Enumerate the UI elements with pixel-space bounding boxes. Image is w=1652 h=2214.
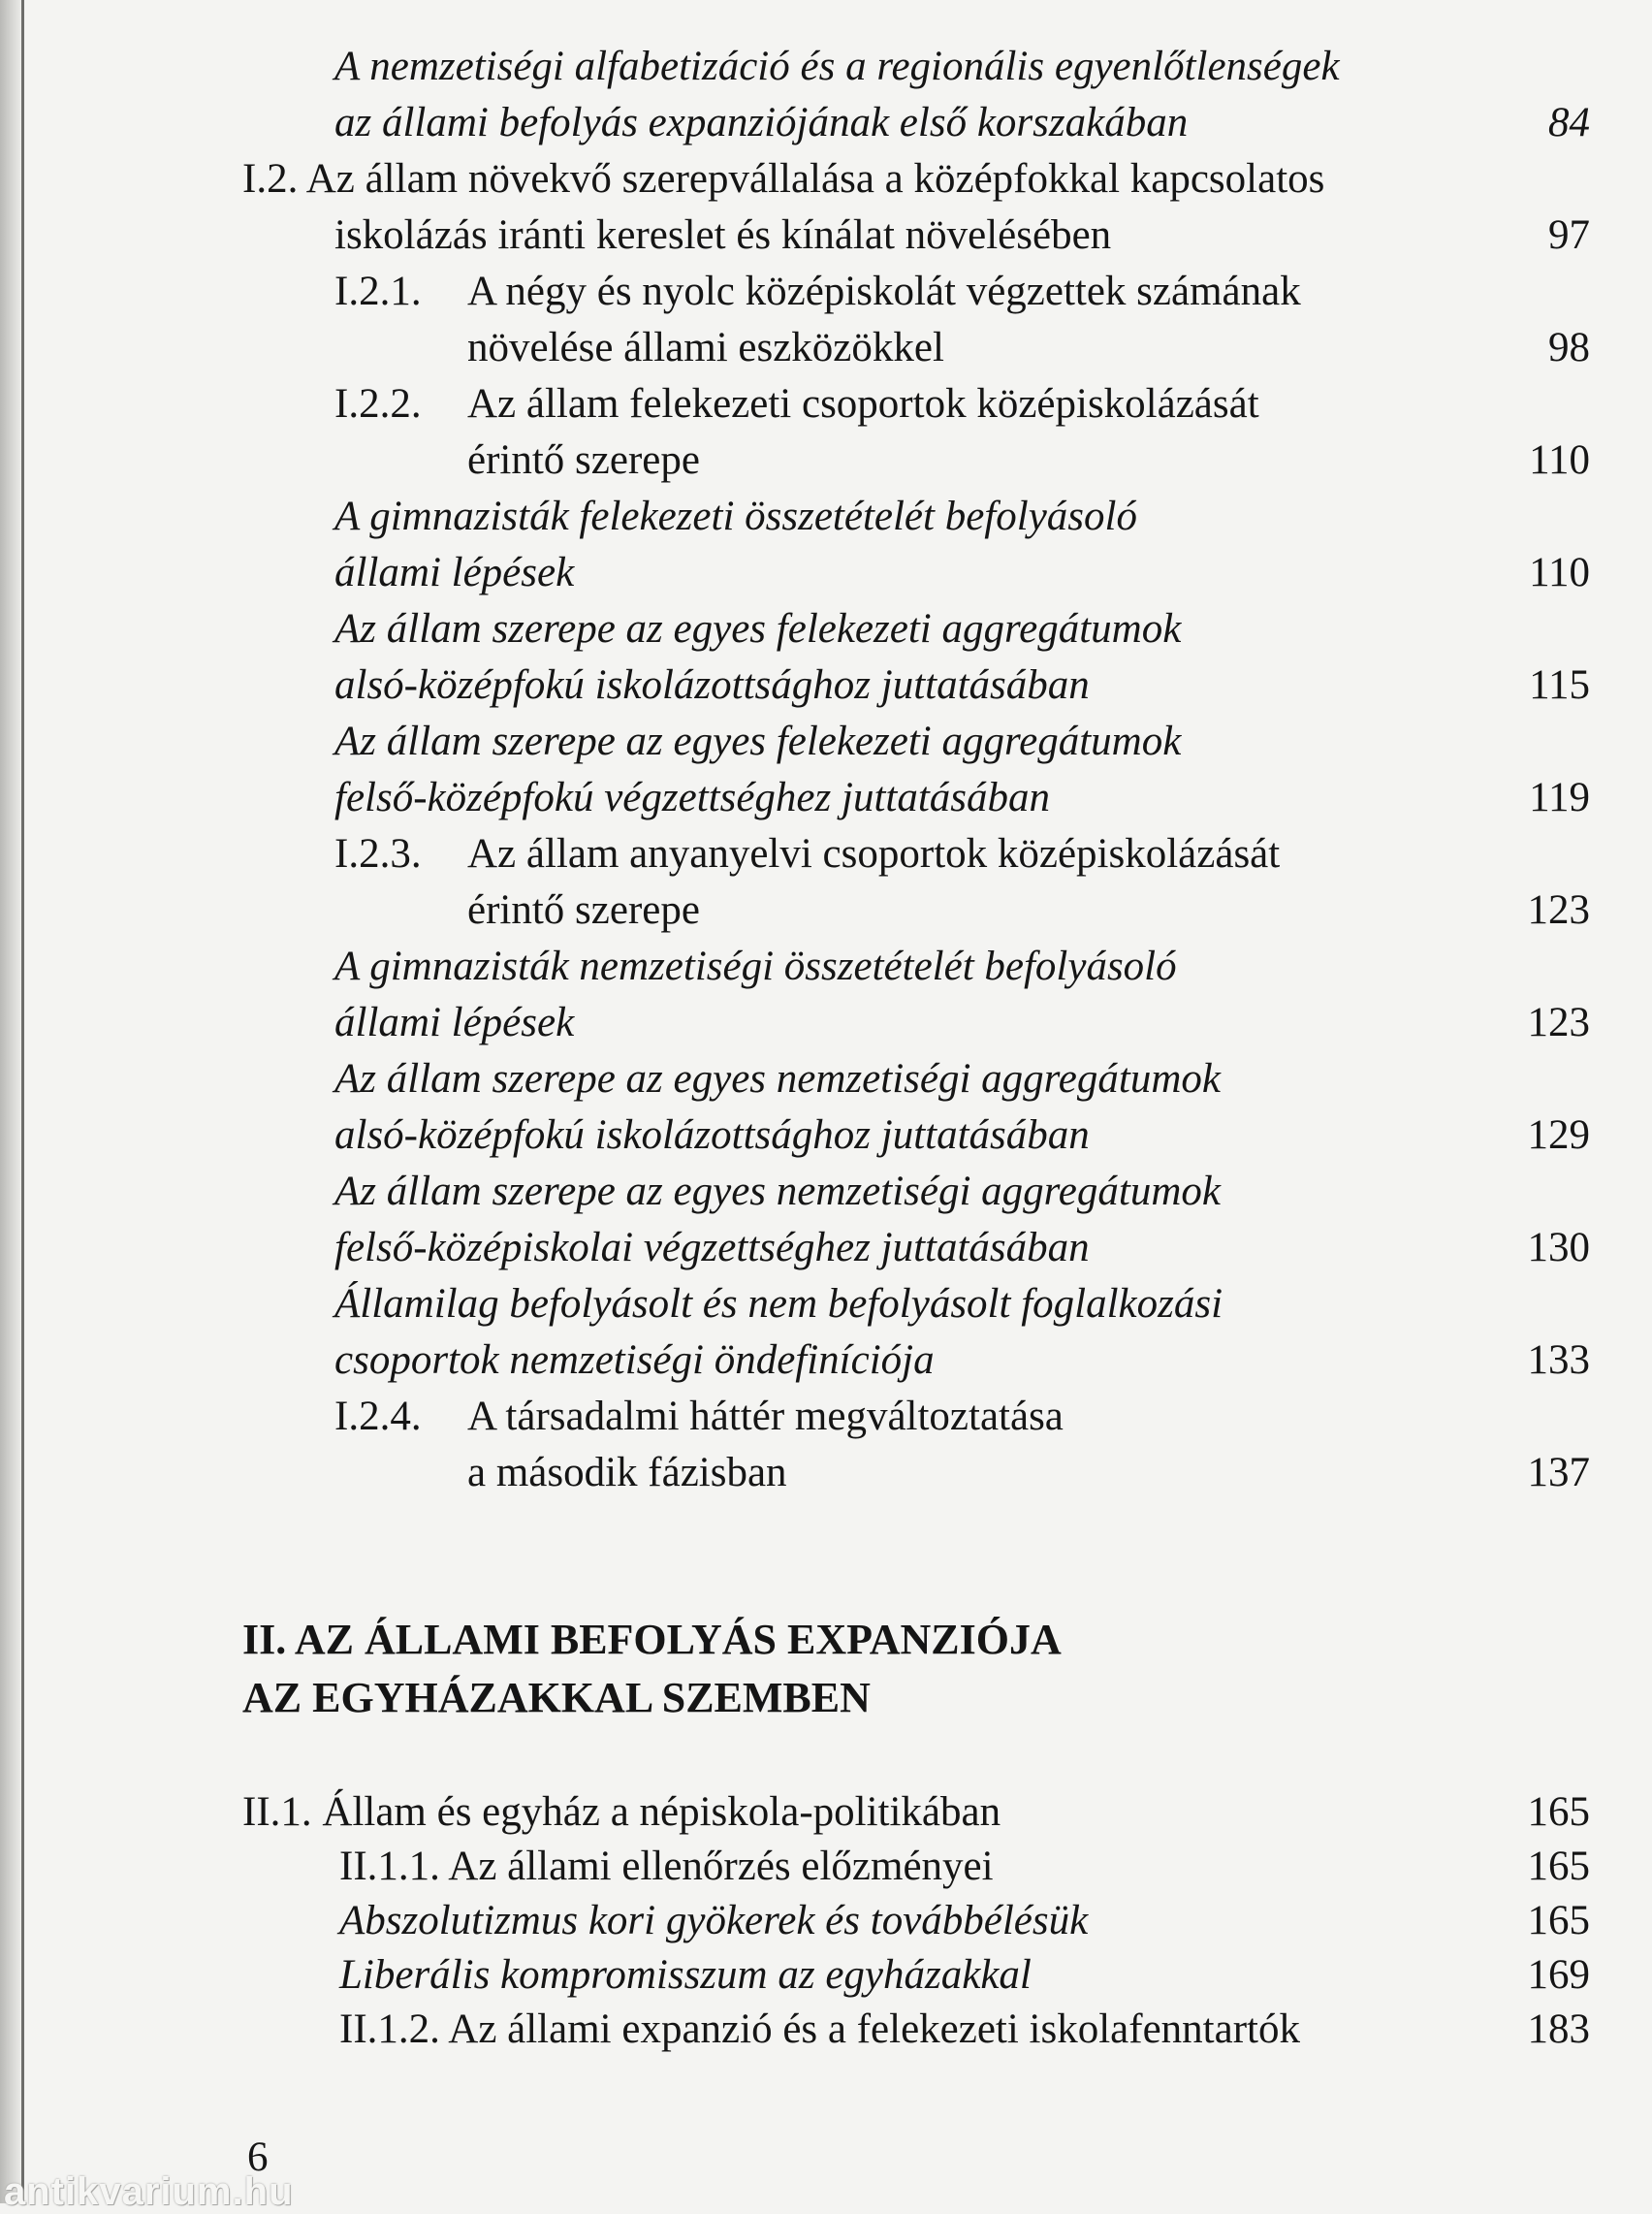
toc-entry-text: érintő szerepe	[467, 437, 700, 483]
toc-subsection-code: I.2.4.	[334, 1394, 422, 1439]
toc-entry-text: alsó-középfokú iskolázottsághoz juttatásában	[334, 662, 1090, 708]
toc-entry-text: A gimnazisták felekezeti összetételét befolyásoló	[334, 494, 1137, 539]
toc-page-number: 123	[1527, 1000, 1590, 1045]
toc-entry-text: Államilag befolyásolt és nem befolyásolt foglalkozási	[334, 1281, 1223, 1327]
toc-subsection-title: II.1.2. Az állami expanzió és a felekezeti iskolafenntartók	[339, 2006, 1300, 2052]
toc-subsection-code: I.2.1.	[334, 269, 422, 314]
toc-subsection-title: A négy és nyolc középiskolát végzettek számának	[467, 269, 1301, 314]
toc-entry-text: alsó-középfokú iskolázottsághoz juttatásában	[334, 1112, 1090, 1158]
toc-subsection-title: Az állam anyanyelvi csoportok középiskolázását	[467, 831, 1281, 877]
toc-entry-text: A gimnazisták nemzetiségi összetételét befolyásoló	[334, 944, 1177, 989]
toc-page-number: 84	[1548, 100, 1590, 145]
toc-page-number: 97	[1548, 212, 1590, 258]
toc-subsection-title: II.1.1. Az állami ellenőrzés előzményei	[339, 1844, 994, 1889]
toc-section-title: I.2. Az állam növekvő szerepvállalása a középfokkal kapcsolatos	[242, 156, 1325, 202]
toc-entry-text: Az állam szerepe az egyes felekezeti aggregátumok	[334, 719, 1182, 764]
toc-entry-text: állami lépések	[334, 550, 575, 595]
toc-entry-text: Abszolutizmus kori gyökerek és továbbélésük	[339, 1898, 1089, 1943]
toc-entry-text: Az állam szerepe az egyes nemzetiségi aggregátumok	[334, 1169, 1221, 1214]
page-edge-line	[21, 0, 24, 2203]
toc-page-number: 119	[1529, 775, 1590, 820]
toc-section-title: II.1. Állam és egyház a népiskola-politikában	[242, 1789, 1001, 1835]
toc-entry-text: az állami befolyás expanziójának első korszakában	[334, 100, 1189, 145]
toc-page-number: 183	[1527, 2006, 1590, 2052]
book-spine-shadow	[0, 0, 21, 2203]
toc-page-number: 115	[1529, 662, 1590, 708]
toc-page-number: 165	[1527, 1789, 1590, 1835]
toc-entry-text: felső-középiskolai végzettséghez juttatásában	[334, 1225, 1090, 1270]
toc-entry-text: felső-középfokú végzettséghez juttatásában	[334, 775, 1051, 820]
toc-entry-text: Az állam szerepe az egyes felekezeti aggregátumok	[334, 606, 1182, 652]
toc-page-number: 110	[1529, 550, 1590, 595]
toc-page-number: 98	[1548, 325, 1590, 370]
toc-entry-text: növelése állami eszközökkel	[467, 325, 944, 370]
toc-page-number: 165	[1527, 1844, 1590, 1889]
toc-page-number: 130	[1527, 1225, 1590, 1270]
toc-entry-text: iskolázás iránti kereslet és kínálat növelésében	[334, 212, 1112, 258]
toc-subsection-code: I.2.2.	[334, 381, 422, 427]
toc-page-number: 133	[1527, 1337, 1590, 1383]
toc-entry-text: a második fázisban	[467, 1450, 787, 1495]
toc-subsection-title: Az állam felekezeti csoportok középiskolázását	[467, 381, 1259, 427]
toc-page-number: 137	[1527, 1450, 1590, 1495]
part-heading-line1: II. AZ ÁLLAMI BEFOLYÁS EXPANZIÓJA	[242, 1616, 1062, 1663]
watermark-text: antikvarium.hu	[4, 2170, 294, 2213]
toc-entry-text: érintő szerepe	[467, 887, 700, 933]
toc-page-number: 123	[1527, 887, 1590, 933]
part-heading-line2: AZ EGYHÁZAKKAL SZEMBEN	[242, 1674, 871, 1721]
toc-subsection-code: I.2.3.	[334, 831, 422, 877]
toc-entry-text: Liberális kompromisszum az egyházakkal	[339, 1952, 1032, 1998]
toc-entry-text: állami lépések	[334, 1000, 575, 1045]
toc-page-number: 110	[1529, 437, 1590, 483]
toc-page-number: 165	[1527, 1898, 1590, 1943]
toc-entry-text: Az állam szerepe az egyes nemzetiségi aggregátumok	[334, 1056, 1221, 1102]
toc-subsection-title: A társadalmi háttér megváltoztatása	[467, 1394, 1064, 1439]
toc-page-number: 129	[1527, 1112, 1590, 1158]
toc-entry-text: csoportok nemzetiségi öndefiníciója	[334, 1337, 935, 1383]
page-number: 6	[247, 2134, 269, 2180]
toc-page-number: 169	[1527, 1952, 1590, 1998]
toc-entry-text: A nemzetiségi alfabetizáció és a regionális egyenlőtlenségek	[334, 44, 1340, 89]
